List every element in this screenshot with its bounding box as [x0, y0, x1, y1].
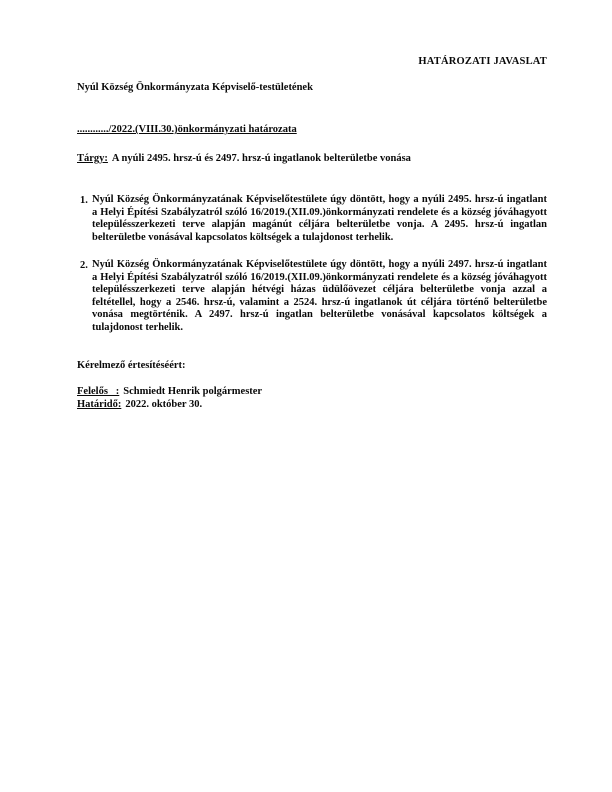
item-text: Nyúl Község Önkormányzatának Képviselőtestülete úgy döntött, hogy a nyúli 2495. hrsz-ú ingatlant a Helyi Építési Szabályzatról szóló 16/2019.(XII.09.)önkormányzati rendelete és a község jóváhagyott településszerkezeti terve alapján magánút céljára belterületbe vonja. A 2495. hrsz-ú ingatlan belterületbe vonásával kapcsolatos költségek a tulajdonost terhelik. [92, 194, 547, 243]
item-number: 2. [80, 260, 88, 271]
addressee-line: Nyúl Község Önkormányzata Képviselő-testületének [77, 82, 313, 93]
subject-line [77, 152, 547, 165]
resolution-item [77, 259, 547, 334]
responsible-value: Schmiedt Henrik polgármester [123, 386, 263, 397]
subject-text: A nyúli 2495. hrsz-ú és 2497. hrsz-ú ingatlanok belterületbe vonása [111, 153, 411, 164]
deadline-line [77, 398, 547, 411]
responsible-label: Felelős : [77, 386, 120, 397]
resolution-items [77, 194, 547, 334]
document-title: HATÁROZATI JAVASLAT [418, 56, 547, 67]
notify-heading: Kérelmező értesítéséért: [77, 360, 186, 371]
subject-label: Tárgy: [77, 153, 108, 164]
deadline-value: 2022. október 30. [125, 399, 203, 410]
resolution-number-line: ............/2022.(VIII.30.)önkormányzati határozata [77, 124, 297, 135]
item-number: 1. [80, 195, 88, 206]
item-text: Nyúl Község Önkormányzatának Képviselőtestülete úgy döntött, hogy a nyúli 2497. hrsz-ú ingatlant a Helyi Építési Szabályzatról szóló 16/2019.(XII.09.)önkormányzati rendelete és a község jóváhagyott településszerkezeti terve alapján hétvégi házas üdülőövezet céljára belterületbe vonja azzal a feltétellel, hogy a 2546. hrsz-ú, valamint a 2524. hrsz-ú ingatlanok út céljára történő belterületbe vonása megtörténik. A 2497. hrsz-ú ingatlan belterületbe vonásával kapcsolatos költségek a tulajdonost terhelik. [92, 259, 547, 333]
responsible-line [77, 385, 547, 398]
deadline-label: Határidő: [77, 399, 122, 410]
resolution-item [77, 194, 547, 244]
